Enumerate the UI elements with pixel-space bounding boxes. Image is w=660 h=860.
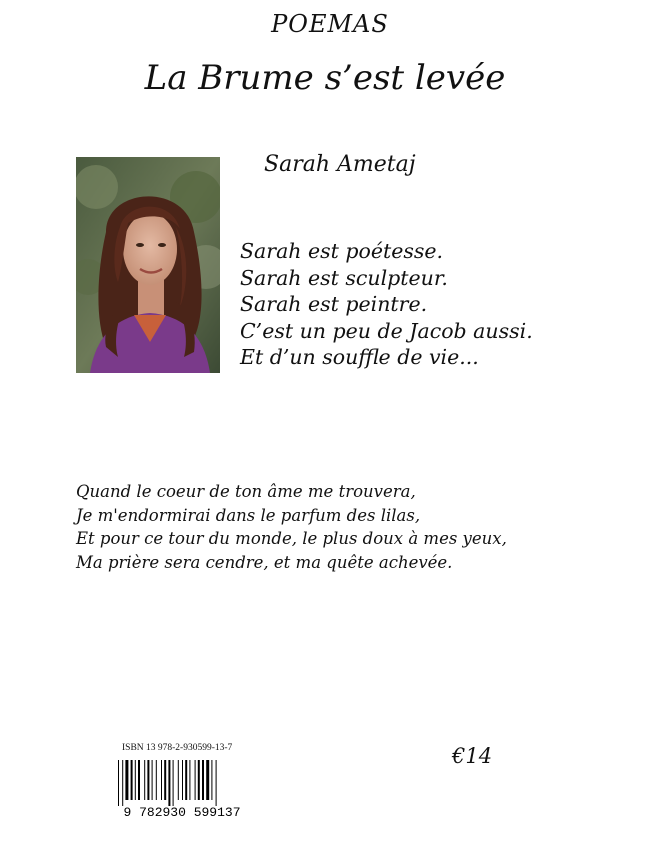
barcode-bar bbox=[161, 760, 162, 800]
bio-line: Et d’un souffle de vie... bbox=[240, 345, 479, 369]
poem-line: Je m'endormirai dans le parfum des lilas, bbox=[76, 505, 421, 525]
bio-line: Sarah est peintre. bbox=[240, 292, 428, 316]
barcode-bar bbox=[173, 760, 174, 806]
barcode-bar bbox=[178, 760, 179, 800]
poem-line: Quand le coeur de ton âme me trouvera, bbox=[76, 482, 416, 501]
author-photo bbox=[76, 157, 220, 373]
author-bio bbox=[240, 238, 533, 371]
poem-line: Ma prière sera cendre, et ma quête achevée. bbox=[76, 552, 453, 572]
barcode-digits: 9 782930 599137 bbox=[123, 805, 241, 818]
barcode-bar bbox=[189, 760, 190, 800]
barcode bbox=[102, 760, 262, 818]
barcode-bar bbox=[135, 760, 136, 800]
barcode-bar bbox=[131, 760, 133, 800]
barcode-bar bbox=[182, 760, 183, 800]
barcode-bar bbox=[144, 760, 145, 800]
barcode-bar bbox=[211, 760, 212, 800]
barcode-bar bbox=[168, 760, 170, 806]
barcode-bar bbox=[147, 760, 149, 800]
isbn-label: ISBN 13 978-2-930599-13-7 bbox=[122, 743, 233, 753]
bio-line: Sarah est poétesse. bbox=[240, 239, 444, 263]
barcode-bar bbox=[125, 760, 128, 800]
barcode-bar bbox=[195, 760, 196, 800]
bio-line: C’est un peu de Jacob aussi. bbox=[240, 318, 533, 343]
poem-line: Et pour ce tour du monde, le plus doux à mes yeux, bbox=[76, 529, 507, 548]
barcode-image bbox=[102, 760, 262, 818]
book-title: La Brume s’est levée bbox=[144, 58, 506, 98]
barcode-bar bbox=[122, 760, 123, 806]
barcode-bar bbox=[202, 760, 204, 800]
author-name: Sarah Ametaj bbox=[264, 152, 416, 177]
barcode-bar bbox=[152, 760, 153, 800]
author-photo-image bbox=[76, 157, 220, 373]
barcode-bar bbox=[216, 760, 217, 806]
price: €14 bbox=[452, 744, 493, 768]
barcode-bar bbox=[198, 760, 200, 800]
barcode-bar bbox=[138, 760, 140, 800]
barcode-bar bbox=[206, 760, 209, 800]
series-label: POEMAS bbox=[271, 10, 389, 38]
barcode-bar bbox=[185, 760, 187, 800]
poem-excerpt bbox=[76, 480, 507, 574]
bio-line: Sarah est sculpteur. bbox=[240, 265, 448, 290]
barcode-bar bbox=[118, 760, 119, 806]
barcode-bar bbox=[164, 760, 166, 800]
barcode-bar bbox=[156, 760, 157, 800]
